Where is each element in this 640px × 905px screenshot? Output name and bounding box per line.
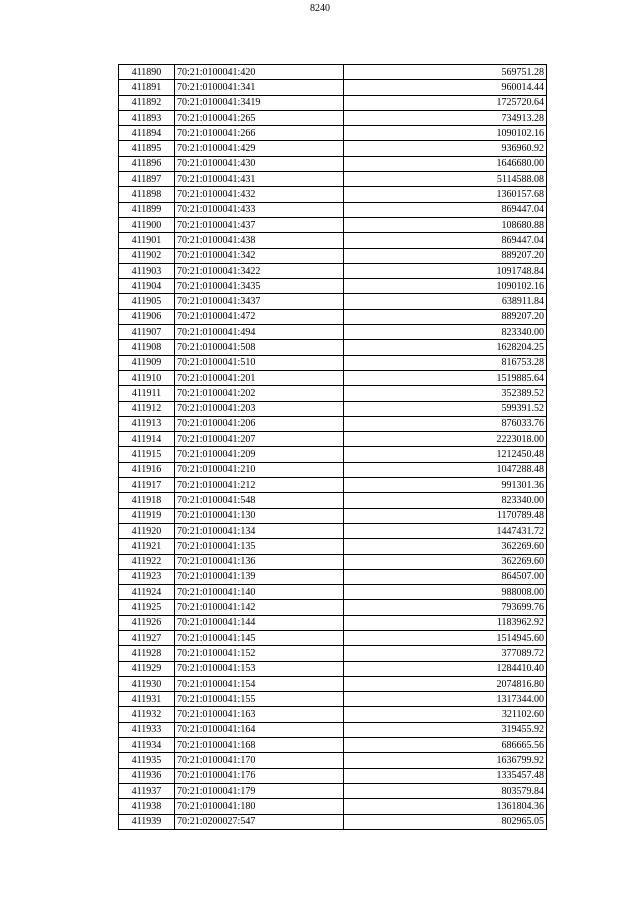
value-cell: 869447.04	[344, 233, 547, 248]
table-row	[119, 676, 547, 691]
table-row	[119, 80, 547, 95]
value-cell: 1519885.64	[344, 370, 547, 385]
row-number-cell: 411906	[119, 309, 175, 324]
row-number-cell: 411901	[119, 233, 175, 248]
cadastral-number-cell: 70:21:0100041:180	[175, 799, 344, 814]
table-row	[119, 585, 547, 600]
row-number-cell: 411903	[119, 263, 175, 278]
value-cell: 1514945.60	[344, 630, 547, 645]
table-row	[119, 661, 547, 676]
cadastral-number-cell: 70:21:0100041:420	[175, 65, 344, 80]
value-cell: 734913.28	[344, 110, 547, 125]
cadastral-number-cell: 70:21:0100041:472	[175, 309, 344, 324]
value-cell: 1636799.92	[344, 753, 547, 768]
table-row	[119, 615, 547, 630]
value-cell: 869447.04	[344, 202, 547, 217]
table-row	[119, 340, 547, 355]
cadastral-number-cell: 70:21:0100041:3422	[175, 263, 344, 278]
cadastral-number-cell: 70:21:0100041:201	[175, 370, 344, 385]
table-row	[119, 738, 547, 753]
row-number-cell: 411892	[119, 95, 175, 110]
table-row	[119, 263, 547, 278]
table-row	[119, 386, 547, 401]
row-number-cell: 411937	[119, 783, 175, 798]
row-number-cell: 411938	[119, 799, 175, 814]
cadastral-number-cell: 70:21:0100041:207	[175, 432, 344, 447]
page-number: 8240	[310, 3, 330, 14]
row-number-cell: 411924	[119, 585, 175, 600]
value-cell: 991301.36	[344, 478, 547, 493]
row-number-cell: 411935	[119, 753, 175, 768]
value-cell: 1212450.48	[344, 447, 547, 462]
value-cell: 1317344.00	[344, 692, 547, 707]
value-cell: 108680.88	[344, 217, 547, 232]
value-cell: 1090102.16	[344, 126, 547, 141]
row-number-cell: 411914	[119, 432, 175, 447]
cadastral-number-cell: 70:21:0100041:510	[175, 355, 344, 370]
table-row	[119, 768, 547, 783]
cadastral-number-cell: 70:21:0100041:431	[175, 172, 344, 187]
value-cell: 1091748.84	[344, 263, 547, 278]
row-number-cell: 411918	[119, 493, 175, 508]
table-row	[119, 783, 547, 798]
cadastral-number-cell: 70:21:0100041:153	[175, 661, 344, 676]
value-cell: 1725720.64	[344, 95, 547, 110]
cadastral-number-cell: 70:21:0100041:163	[175, 707, 344, 722]
cadastral-number-cell: 70:21:0100041:145	[175, 630, 344, 645]
cadastral-number-cell: 70:21:0100041:266	[175, 126, 344, 141]
value-cell: 960014.44	[344, 80, 547, 95]
table-row	[119, 432, 547, 447]
cadastral-number-cell: 70:21:0100041:3437	[175, 294, 344, 309]
row-number-cell: 411921	[119, 539, 175, 554]
cadastral-number-cell: 70:21:0100041:154	[175, 676, 344, 691]
value-cell: 1628204.25	[344, 340, 547, 355]
cadastral-number-cell: 70:21:0100041:342	[175, 248, 344, 263]
value-cell: 1361804.36	[344, 799, 547, 814]
cadastral-number-cell: 70:21:0100041:206	[175, 416, 344, 431]
row-number-cell: 411912	[119, 401, 175, 416]
table-row	[119, 753, 547, 768]
cadastral-number-cell: 70:21:0100041:210	[175, 462, 344, 477]
value-cell: 864507.00	[344, 569, 547, 584]
row-number-cell: 411896	[119, 156, 175, 171]
value-cell: 638911.84	[344, 294, 547, 309]
table-row	[119, 95, 547, 110]
row-number-cell: 411923	[119, 569, 175, 584]
table-row	[119, 569, 547, 584]
row-number-cell: 411936	[119, 768, 175, 783]
value-cell: 352389.52	[344, 386, 547, 401]
cadastral-number-cell: 70:21:0100041:130	[175, 508, 344, 523]
cadastral-number-cell: 70:21:0100041:140	[175, 585, 344, 600]
value-cell: 988008.00	[344, 585, 547, 600]
cadastral-number-cell: 70:21:0100041:508	[175, 340, 344, 355]
row-number-cell: 411908	[119, 340, 175, 355]
cadastral-number-cell: 70:21:0100041:168	[175, 738, 344, 753]
table-row	[119, 156, 547, 171]
row-number-cell: 411920	[119, 523, 175, 538]
cadastral-number-cell: 70:21:0100041:179	[175, 783, 344, 798]
cadastral-number-cell: 70:21:0100041:429	[175, 141, 344, 156]
table-row	[119, 279, 547, 294]
row-number-cell: 411898	[119, 187, 175, 202]
value-cell: 2223018.00	[344, 432, 547, 447]
value-cell: 1284410.40	[344, 661, 547, 676]
row-number-cell: 411925	[119, 600, 175, 615]
value-cell: 823340.00	[344, 493, 547, 508]
table-row	[119, 126, 547, 141]
row-number-cell: 411916	[119, 462, 175, 477]
table-row	[119, 462, 547, 477]
row-number-cell: 411905	[119, 294, 175, 309]
value-cell: 321102.60	[344, 707, 547, 722]
table-row	[119, 202, 547, 217]
table-row	[119, 692, 547, 707]
cadastral-number-cell: 70:21:0100041:142	[175, 600, 344, 615]
value-cell: 599391.52	[344, 401, 547, 416]
value-cell: 319455.92	[344, 722, 547, 737]
row-number-cell: 411891	[119, 80, 175, 95]
row-number-cell: 411930	[119, 676, 175, 691]
table-row	[119, 172, 547, 187]
cadastral-number-cell: 70:21:0100041:341	[175, 80, 344, 95]
value-cell: 1646680.00	[344, 156, 547, 171]
cadastral-number-cell: 70:21:0100041:135	[175, 539, 344, 554]
registry-table	[118, 64, 547, 830]
cadastral-number-cell: 70:21:0100041:136	[175, 554, 344, 569]
row-number-cell: 411926	[119, 615, 175, 630]
value-cell: 803579.84	[344, 783, 547, 798]
row-number-cell: 411913	[119, 416, 175, 431]
cadastral-number-cell: 70:21:0100041:170	[175, 753, 344, 768]
table-row	[119, 722, 547, 737]
row-number-cell: 411911	[119, 386, 175, 401]
value-cell: 1335457.48	[344, 768, 547, 783]
row-number-cell: 411900	[119, 217, 175, 232]
value-cell: 1170789.48	[344, 508, 547, 523]
registry-table-body	[119, 65, 547, 830]
table-row	[119, 110, 547, 125]
value-cell: 1047288.48	[344, 462, 547, 477]
value-cell: 1090102.16	[344, 279, 547, 294]
row-number-cell: 411939	[119, 814, 175, 829]
cadastral-number-cell: 70:21:0100041:432	[175, 187, 344, 202]
value-cell: 876033.76	[344, 416, 547, 431]
table-row	[119, 401, 547, 416]
value-cell: 823340.00	[344, 325, 547, 340]
table-row	[119, 554, 547, 569]
value-cell: 1447431.72	[344, 523, 547, 538]
row-number-cell: 411932	[119, 707, 175, 722]
table-row	[119, 141, 547, 156]
row-number-cell: 411893	[119, 110, 175, 125]
row-number-cell: 411927	[119, 630, 175, 645]
value-cell: 377089.72	[344, 646, 547, 661]
row-number-cell: 411934	[119, 738, 175, 753]
table-row	[119, 539, 547, 554]
table-row	[119, 217, 547, 232]
value-cell: 936960.92	[344, 141, 547, 156]
row-number-cell: 411902	[119, 248, 175, 263]
table-row	[119, 416, 547, 431]
cadastral-number-cell: 70:21:0200027:547	[175, 814, 344, 829]
row-number-cell: 411895	[119, 141, 175, 156]
cadastral-number-cell: 70:21:0100041:144	[175, 615, 344, 630]
table-row	[119, 325, 547, 340]
table-row	[119, 707, 547, 722]
row-number-cell: 411899	[119, 202, 175, 217]
cadastral-number-cell: 70:21:0100041:3419	[175, 95, 344, 110]
row-number-cell: 411897	[119, 172, 175, 187]
cadastral-number-cell: 70:21:0100041:438	[175, 233, 344, 248]
table-row	[119, 799, 547, 814]
value-cell: 889207.20	[344, 248, 547, 263]
table-row	[119, 646, 547, 661]
table-row	[119, 370, 547, 385]
cadastral-number-cell: 70:21:0100041:3435	[175, 279, 344, 294]
table-row	[119, 65, 547, 80]
cadastral-number-cell: 70:21:0100041:212	[175, 478, 344, 493]
cadastral-number-cell: 70:21:0100041:203	[175, 401, 344, 416]
value-cell: 802965.05	[344, 814, 547, 829]
row-number-cell: 411915	[119, 447, 175, 462]
table-row	[119, 248, 547, 263]
value-cell: 362269.60	[344, 554, 547, 569]
table-row	[119, 233, 547, 248]
row-number-cell: 411904	[119, 279, 175, 294]
table-row	[119, 523, 547, 538]
value-cell: 889207.20	[344, 309, 547, 324]
row-number-cell: 411894	[119, 126, 175, 141]
cadastral-number-cell: 70:21:0100041:437	[175, 217, 344, 232]
value-cell: 569751.28	[344, 65, 547, 80]
value-cell: 793699.76	[344, 600, 547, 615]
row-number-cell: 411917	[119, 478, 175, 493]
value-cell: 1360157.68	[344, 187, 547, 202]
table-row	[119, 478, 547, 493]
cadastral-number-cell: 70:21:0100041:164	[175, 722, 344, 737]
table-row	[119, 508, 547, 523]
table-row	[119, 814, 547, 829]
row-number-cell: 411928	[119, 646, 175, 661]
cadastral-number-cell: 70:21:0100041:433	[175, 202, 344, 217]
cadastral-number-cell: 70:21:0100041:202	[175, 386, 344, 401]
table-row	[119, 309, 547, 324]
table-row	[119, 447, 547, 462]
row-number-cell: 411931	[119, 692, 175, 707]
table-row	[119, 493, 547, 508]
row-number-cell: 411919	[119, 508, 175, 523]
cadastral-number-cell: 70:21:0100041:155	[175, 692, 344, 707]
cadastral-number-cell: 70:21:0100041:265	[175, 110, 344, 125]
cadastral-number-cell: 70:21:0100041:548	[175, 493, 344, 508]
table-row	[119, 630, 547, 645]
value-cell: 816753.28	[344, 355, 547, 370]
value-cell: 686665.56	[344, 738, 547, 753]
cadastral-number-cell: 70:21:0100041:152	[175, 646, 344, 661]
cadastral-number-cell: 70:21:0100041:139	[175, 569, 344, 584]
row-number-cell: 411890	[119, 65, 175, 80]
cadastral-number-cell: 70:21:0100041:209	[175, 447, 344, 462]
cadastral-number-cell: 70:21:0100041:494	[175, 325, 344, 340]
cadastral-number-cell: 70:21:0100041:430	[175, 156, 344, 171]
value-cell: 2074816.80	[344, 676, 547, 691]
row-number-cell: 411929	[119, 661, 175, 676]
row-number-cell: 411910	[119, 370, 175, 385]
table-row	[119, 294, 547, 309]
cadastral-number-cell: 70:21:0100041:134	[175, 523, 344, 538]
value-cell: 1183962.92	[344, 615, 547, 630]
row-number-cell: 411922	[119, 554, 175, 569]
value-cell: 362269.60	[344, 539, 547, 554]
table-row	[119, 600, 547, 615]
cadastral-number-cell: 70:21:0100041:176	[175, 768, 344, 783]
row-number-cell: 411933	[119, 722, 175, 737]
row-number-cell: 411907	[119, 325, 175, 340]
value-cell: 5114588.08	[344, 172, 547, 187]
table-row	[119, 355, 547, 370]
table-row	[119, 187, 547, 202]
row-number-cell: 411909	[119, 355, 175, 370]
